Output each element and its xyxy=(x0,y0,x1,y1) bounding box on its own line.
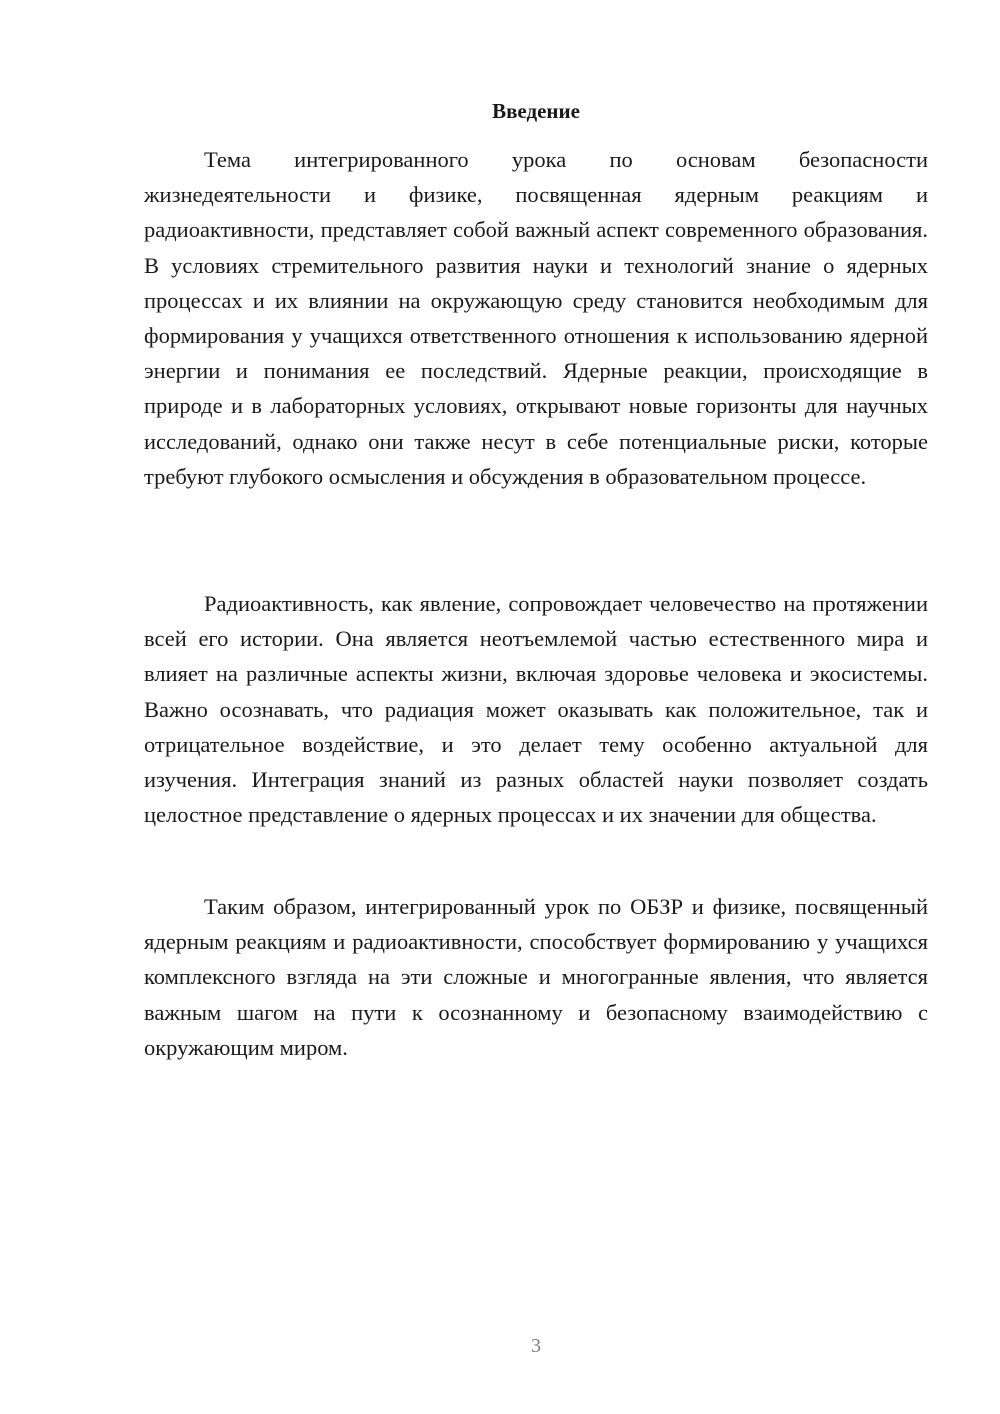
section-heading: Введение xyxy=(492,99,580,123)
page-number: 3 xyxy=(531,1335,541,1357)
document-page xyxy=(144,0,928,1414)
paragraph-topic-intro: Тема интегрированного урока по основам безопасности жизнедеятельности и физике, посвященная ядерным реакциям и радиоактивности, представляет собой важный аспект современного образования. В условиях стремительного развития науки и технологий знание о ядерных процессах и их влиянии на окружающую среду становится необходимым для формирования у учащихся ответственного отношения к использованию ядерной энергии и понимания ее последствий. Ядерные реакции, происходящие в природе и в лабораторных условиях, открывают новые горизонты для научных исследований, однако они также несут в себе потенциальные риски, которые требуют глубокого осмысления и обсуждения в образовательном процессе. xyxy=(144,147,928,489)
paragraph-radioactivity: Радиоактивность, как явление, сопровождает человечество на протяжении всей его истории. Она является неотъемлемой частью естественного мира и влияет на различные аспекты жизни, включая здоровье человека и экосистемы. Важно осознавать, что радиация может оказывать как положительное, так и отрицательное воздействие, и это делает тему особенно актуальной для изучения. Интеграция знаний из разных областей науки позволяет создать целостное представление о ядерных процессах и их значении для общества. xyxy=(144,591,928,828)
paragraph-conclusion: Таким образом, интегрированный урок по ОБЗР и физике, посвященный ядерным реакциям и радиоактивности, способствует формированию у учащихся комплексного взгляда на эти сложные и многогранные явления, что является важным шагом на пути к осознанному и безопасному взаимодействию с окружающим миром. xyxy=(144,894,928,1060)
